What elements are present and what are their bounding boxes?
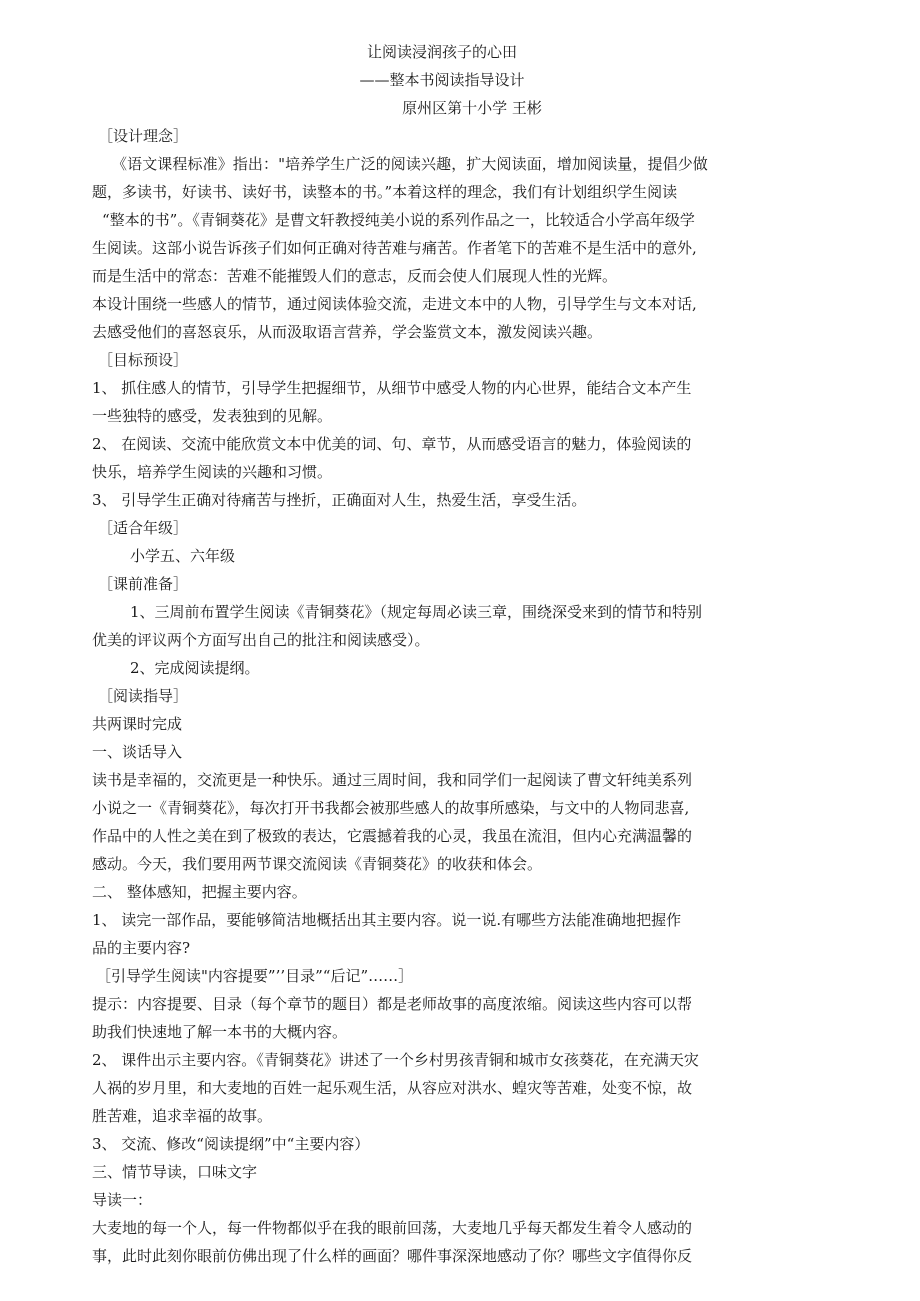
paragraph-line: ［引导学生阅读"内容提要”’’目录”“后记”……］ [96, 967, 414, 985]
paragraph-line: 本设计围绕一些感人的情节，通过阅读体验交流，走进文本中的人物，引导学生与文本对话, [92, 295, 697, 313]
paragraph-line: 品的主要内容? [92, 939, 191, 957]
section-heading-design-concept: ［设计理念］ [98, 127, 189, 145]
paragraph-line: 小学五、六年级 [130, 547, 236, 565]
paragraph-line: 去感受他们的喜怒哀乐，从而汲取语言营养，学会鉴赏文本，激发阅读兴趣。 [92, 323, 603, 341]
paragraph-line: 人祸的岁月里，和大麦地的百姓一起乐观生活，从容应对洪水、蝗灾等苦难，处变不惊，故 [92, 1079, 693, 1097]
doc-subtitle: ——整本书阅读指导设计 [359, 71, 525, 89]
paragraph-line: 大麦地的每一个人，每一件物都似乎在我的眼前回荡，大麦地几乎每天都发生着令人感动的 [92, 1219, 693, 1237]
paragraph-line: 导读一： [92, 1191, 153, 1209]
paragraph-line: 感动。今天，我们要用两节课交流阅读《青铜葵花》的收获和体会。 [92, 855, 543, 873]
paragraph-line: 事，此时此刻你眼前仿佛出现了什么样的画面？哪件事深深地感动了你？哪些文字值得你反 [92, 1247, 693, 1265]
paragraph-line: 生阅读。这部小说告诉孩子们如何正确对待苦难与痛苦。作者笔下的苦难不是生活中的意外, [92, 239, 697, 257]
list-item: 3、 引导学生正确对待痛苦与挫折，正确面对人生，热爱生活，享受生活。 [92, 491, 587, 509]
paragraph-line: 助我们快速地了解一本书的大概内容。 [92, 1023, 348, 1041]
paragraph-line: 《语文课程标准》指出："培养学生广泛的阅读兴趣，扩大阅读面，增加阅读量，提倡少做 [112, 155, 708, 173]
paragraph-line: 而是生活中的常态：苦难不能摧毁人们的意志，反而会使人们展现人性的光辉。 [92, 267, 618, 285]
subsection-heading: 一、谈话导入 [92, 743, 183, 761]
paragraph-line: “整本的书”。《青铜葵花》是曹文轩教授纯美小说的系列作品之一，比较适合小学高年级学 [102, 211, 695, 229]
paragraph-line: 读书是幸福的，交流更是一种快乐。通过三周时间，我和同学们一起阅读了曹文轩纯美系列 [92, 771, 693, 789]
section-heading-goals: ［目标预设］ [98, 351, 189, 369]
doc-title: 让阅读浸润孩子的心田 [366, 43, 517, 61]
list-item: 3、 交流、修改“阅读提纲”中“主要内容） [92, 1135, 370, 1153]
section-heading-preparation: ［课前准备］ [98, 575, 189, 593]
paragraph-line: 作品中的人性之美在到了极致的表达，它震撼着我的心灵，我虽在流泪，但内心充满温馨的 [92, 827, 693, 845]
list-item: 1、 读完一部作品，要能够简洁地概括出其主要内容。说一说.有哪些方法能准确地把握作 [92, 911, 682, 929]
document-page [92, 38, 792, 1270]
paragraph-line: 小说之一《青铜葵花》，每次打开书我都会被那些感人的故事所感染，与文中的人物同悲喜, [92, 799, 690, 817]
paragraph-line: 胜苦难，追求幸福的故事。 [92, 1107, 273, 1125]
section-heading-guidance: ［阅读指导］ [98, 687, 189, 705]
subsection-heading: 二、 整体感知，把握主要内容。 [92, 883, 307, 901]
list-item: 2、完成阅读提纲。 [130, 659, 260, 677]
doc-author: 原州区第十小学 王彬 [402, 99, 542, 117]
list-item: 2、 在阅读、交流中能欣赏文本中优美的词、句、章节，从而感受语言的魅力，体验阅读的 [92, 435, 692, 453]
paragraph-line: 快乐，培养学生阅读的兴趣和习惯。 [92, 463, 333, 481]
list-item: 1、三周前布置学生阅读《青铜葵花》（规定每周必读三章，围绕深受来到的情节和特别 [130, 603, 703, 621]
paragraph-line: 一些独特的感受，发表独到的见解。 [92, 407, 333, 425]
paragraph-line: 题，多读书，好读书、读好书，读整本的书。”本着这样的理念，我们有计划组织学生阅读 [92, 183, 678, 201]
list-item: 1、 抓住感人的情节，引导学生把握细节，从细节中感受人物的内心世界，能结合文本产生 [92, 379, 692, 397]
paragraph-line: 提示：内容提要、目录（每个章节的题目）都是老师故事的高度浓缩。阅读这些内容可以帮 [92, 995, 693, 1013]
list-item: 2、 课件出示主要内容。《青铜葵花》讲述了一个乡村男孩青铜和城市女孩葵花，在充满天灾 [92, 1051, 699, 1069]
section-heading-grade: ［适合年级］ [98, 519, 189, 537]
paragraph-line: 优美的评议两个方面写出自己的批注和阅读感受）。 [92, 631, 430, 649]
paragraph-line: 共两课时完成 [92, 715, 183, 733]
subsection-heading: 三、情节导读，口味文字 [92, 1163, 258, 1181]
